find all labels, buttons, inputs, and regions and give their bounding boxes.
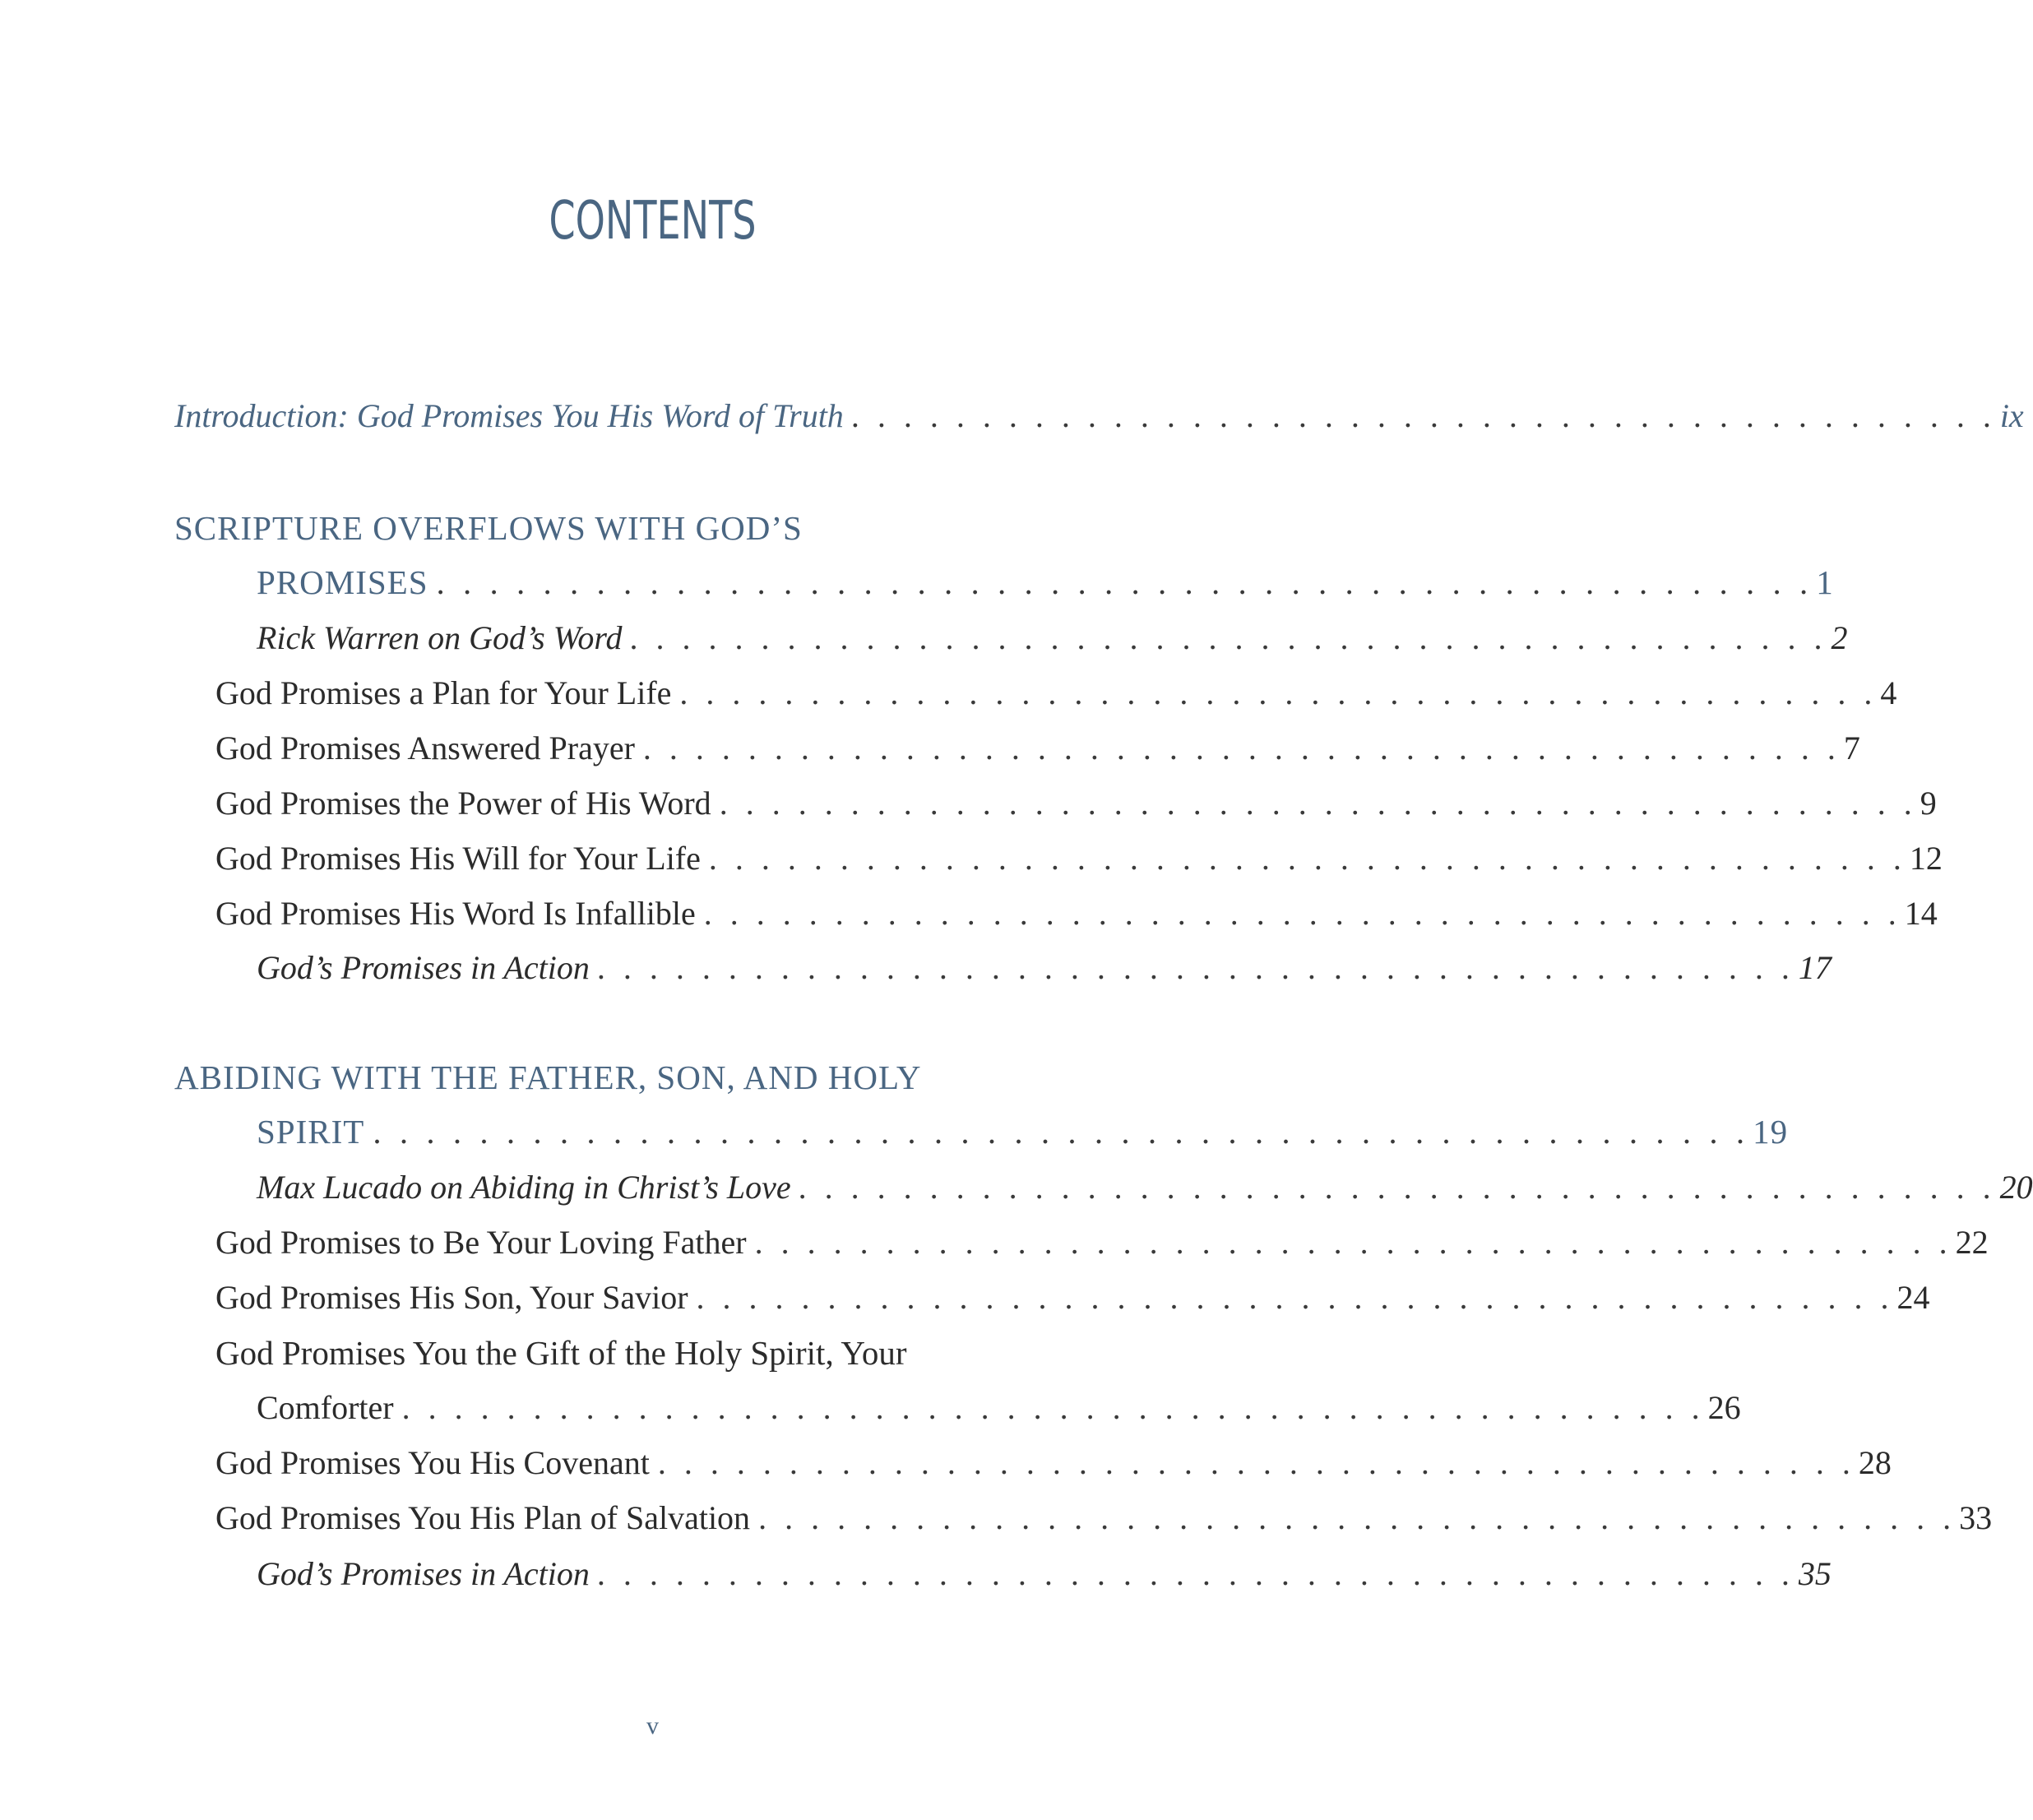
dot-leader: . . . . . . . . . . . . . . . . . . . . . . . . . . . . . . . . . . . . . . . . . . . . . .	[758, 1499, 1957, 1536]
section-heading-scripture[interactable]	[257, 563, 1834, 602]
dot-leader: . . . . . . . . . . . . . . . . . . . . . . . . . . . . . . . . . . . . . . . . . . . . . .	[679, 674, 1878, 711]
toc-entry[interactable]	[215, 839, 1943, 878]
toc-page-number: 2	[1831, 619, 1848, 656]
section-heading-line1[interactable]: ABIDING WITH THE FATHER, SON, AND HOLY	[174, 1058, 922, 1096]
dot-leader: . . . . . . . . . . . . . . . . . . . . . . . . . . . . . . . . . . . . . . . . . . . . . .	[597, 1555, 1795, 1592]
dot-leader: . . . . . . . . . . . . . . . . . . . . . . . . . . . . . . . . . . . . . . . . . . . . . .	[708, 840, 1906, 877]
toc-page-number: 22	[1955, 1224, 1989, 1261]
toc-page-number: 26	[1707, 1389, 1741, 1426]
toc-entry-label: Max Lucado on Abiding in Christ’s Love	[257, 1169, 791, 1206]
toc-entry[interactable]	[257, 618, 1848, 658]
toc-entry-label: God Promises His Will for Your Life	[215, 840, 701, 877]
toc-page-number: ix	[1999, 397, 2024, 434]
dot-leader: . . . . . . . . . . . . . . . . . . . . . . . . . . . . . . . . . . . . . . . . . . . . . .	[703, 895, 1901, 932]
toc-page-number: 17	[1798, 949, 1832, 986]
dot-leader: . . . . . . . . . . . . . . . . . . . . . . . . . . . . . . . . . . . . . . . . . . . . . . . . . .	[401, 1389, 1705, 1426]
toc-page-number: 28	[1858, 1444, 1892, 1481]
toc-entry[interactable]	[257, 1168, 2033, 1207]
toc-entry-label-line1[interactable]: God Promises You the Gift of the Holy Spirit, Your	[215, 1334, 907, 1372]
toc-page-number: 1	[1816, 563, 1834, 601]
section-heading-abiding[interactable]	[257, 1112, 1789, 1151]
page-folio: v	[646, 1712, 659, 1739]
toc-entry[interactable]	[215, 729, 1860, 768]
toc-page-number: 35	[1798, 1555, 1832, 1592]
toc-entry-label: God Promises His Word Is Infallible	[215, 895, 696, 932]
toc-entry[interactable]	[257, 1388, 1741, 1428]
toc-entry-label: God’s Promises in Action	[257, 1555, 590, 1592]
dot-leader: . . . . . . . . . . . . . . . . . . . . . . . . . . . . . . . . . . . . . . . . . . . . . .	[799, 1169, 1997, 1206]
dot-leader: . . . . . . . . . . . . . . . . . . . . . . . . . . . . . . . . . . . . . . . . . . . . . .	[696, 1279, 1894, 1316]
dot-leader: . . . . . . . . . . . . . . . . . . . . . . . . . . . . . . . . . . . . . . . . . . . . . .	[657, 1444, 1855, 1481]
toc-page-number: 33	[1959, 1499, 1993, 1536]
dot-leader: . . . . . . . . . . . . . . . . . . . . . . . . . . . . . . . . . . . . . . . . . . . . . . . . . . . .	[436, 563, 1813, 601]
section-heading-line1[interactable]: SCRIPTURE OVERFLOWS WITH GOD’S	[174, 509, 803, 547]
toc-entry-label: God Promises Answered Prayer	[215, 729, 635, 766]
dot-leader: . . . . . . . . . . . . . . . . . . . . . . . . . . . . . . . . . . . . . . . . . . . . . .	[630, 619, 1828, 656]
toc-entry-label: God Promises You His Covenant	[215, 1444, 650, 1481]
toc-entry[interactable]	[215, 1443, 1892, 1483]
dot-leader: . . . . . . . . . . . . . . . . . . . . . . . . . . . . . . . . . . . . . . . . . . . . . .	[719, 785, 1917, 822]
toc-entry[interactable]	[215, 784, 1937, 823]
toc-entry-label: God Promises His Son, Your Savior	[215, 1279, 688, 1316]
toc-entry-label: God Promises the Power of His Word	[215, 785, 711, 822]
toc-page-number: 20	[1999, 1169, 2033, 1206]
toc-entry-label: God Promises a Plan for Your Life	[215, 674, 672, 711]
dot-leader: . . . . . . . . . . . . . . . . . . . . . . . . . . . . . . . . . . . . . . . . . . . .	[851, 397, 1997, 434]
toc-page-number: 24	[1896, 1279, 1930, 1316]
toc-entry-label: Introduction: God Promises You His Word of Truth	[174, 397, 844, 434]
toc-entry[interactable]	[215, 1498, 1993, 1538]
dot-leader: . . . . . . . . . . . . . . . . . . . . . . . . . . . . . . . . . . . . . . . . . . . . . .	[754, 1224, 1952, 1261]
toc-page-number: 7	[1843, 729, 1860, 766]
toc-page-number: 19	[1753, 1113, 1789, 1151]
toc-entry[interactable]	[257, 948, 1832, 988]
section-heading-line2: PROMISES	[257, 563, 428, 601]
toc-entry[interactable]	[215, 1278, 1930, 1318]
toc-entry-introduction[interactable]	[174, 396, 2024, 436]
toc-page-number: 9	[1920, 785, 1937, 822]
toc-entry[interactable]	[215, 1223, 1989, 1262]
toc-page-number: 14	[1904, 895, 1938, 932]
toc-entry-label: Comforter	[257, 1389, 394, 1426]
dot-leader: . . . . . . . . . . . . . . . . . . . . . . . . . . . . . . . . . . . . . . . . . . . . . . . . . . . .	[373, 1113, 1750, 1151]
dot-leader: . . . . . . . . . . . . . . . . . . . . . . . . . . . . . . . . . . . . . . . . . . . . . .	[642, 729, 1841, 766]
toc-entry-label: God Promises to Be Your Loving Father	[215, 1224, 747, 1261]
section-heading-line2: SPIRIT	[257, 1113, 365, 1151]
toc-page-number: 12	[1909, 840, 1943, 877]
toc-entry-label: God Promises You His Plan of Salvation	[215, 1499, 751, 1536]
toc-entry-label: Rick Warren on God’s Word	[257, 619, 623, 656]
toc-entry[interactable]	[215, 894, 1938, 933]
dot-leader: . . . . . . . . . . . . . . . . . . . . . . . . . . . . . . . . . . . . . . . . . . . . . .	[597, 949, 1795, 986]
toc-entry[interactable]	[215, 674, 1897, 713]
toc-page-number: 4	[1880, 674, 1897, 711]
page-title: CONTENTS	[549, 191, 757, 252]
toc-entry-label: God’s Promises in Action	[257, 949, 590, 986]
toc-entry[interactable]	[257, 1554, 1832, 1594]
